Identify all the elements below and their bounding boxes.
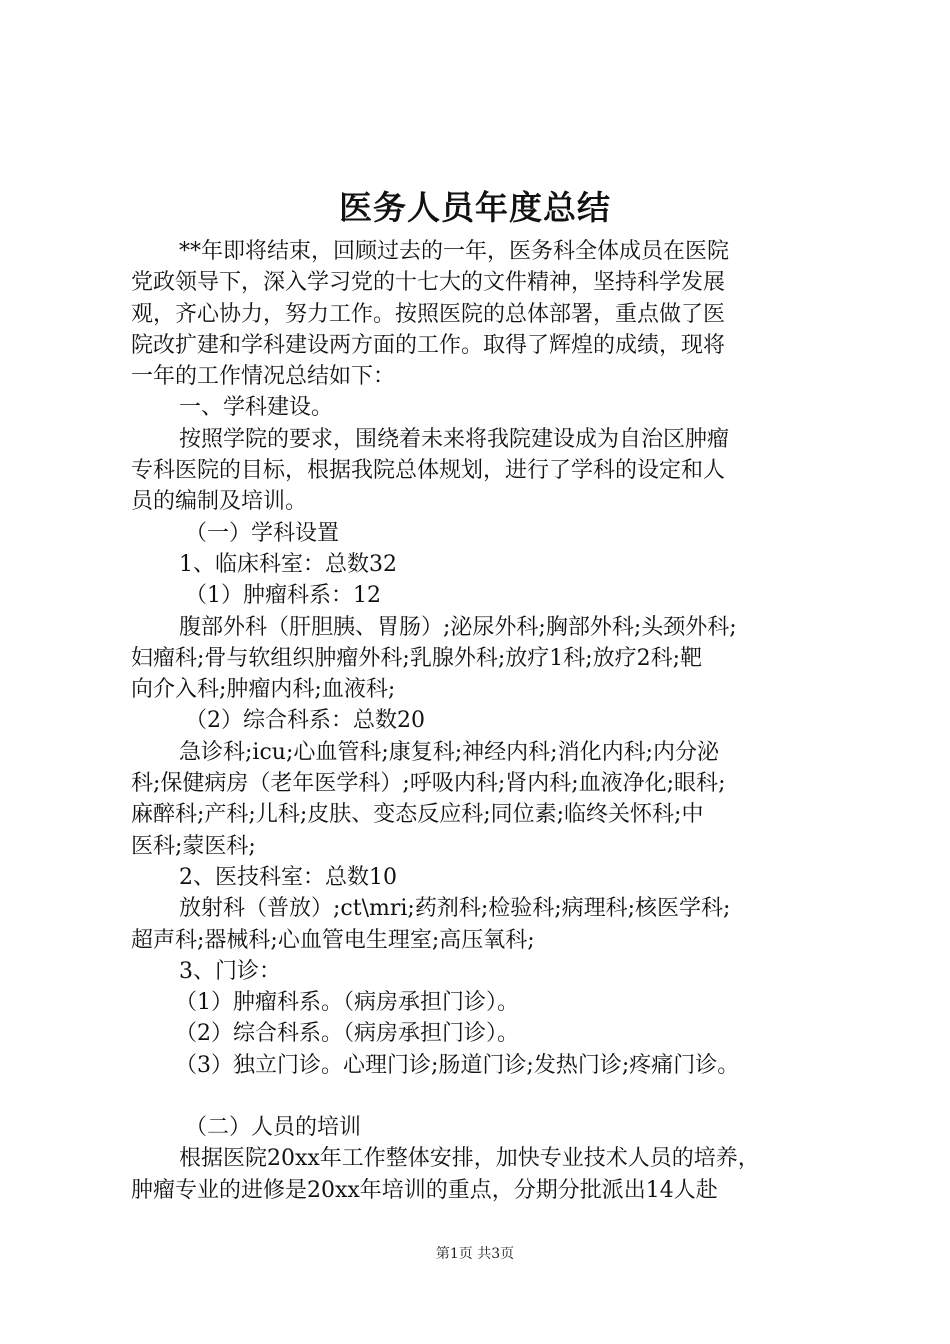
paragraph-line: 员的编制及培训。 xyxy=(131,489,308,515)
paragraph-line: 医科;蒙医科; xyxy=(131,833,256,859)
paragraph-line: 向介入科;肿瘤内科;血液科; xyxy=(131,677,396,703)
paragraph-line: 麻醉科;产科;儿科;皮肤、变态反应科;同位素;临终关怀科;中 xyxy=(131,802,704,828)
list-subheading: （1）肿瘤科系：12 xyxy=(185,583,381,609)
list-heading: 1、临床科室：总数32 xyxy=(179,551,397,577)
list-heading: 2、医技科室：总数10 xyxy=(179,864,397,890)
paragraph-line: 科;保健病房（老年医学科）;呼吸内科;肾内科;血液净化;眼科; xyxy=(131,771,726,797)
paragraph-line: 超声科;器械科;心血管电生理室;高压氧科; xyxy=(131,927,535,953)
paragraph-line: 党政领导下，深入学习党的十七大的文件精神，坚持科学发展 xyxy=(131,270,726,296)
subsection-heading: （一）学科设置 xyxy=(185,520,340,546)
paragraph-line: 腹部外科（肝胆胰、胃肠）;泌尿外科;胸部外科;头颈外科; xyxy=(179,614,737,640)
page-footer: 第1页 共3页 xyxy=(435,1246,515,1262)
list-heading: 3、门诊： xyxy=(179,958,281,984)
paragraph-line: **年即将结束，回顾过去的一年，医务科全体成员在医院 xyxy=(179,239,730,264)
list-subheading: （2）综合科系：总数20 xyxy=(185,708,425,734)
paragraph-line: 院改扩建和学科建设两方面的工作。取得了辉煌的成绩，现将 xyxy=(131,332,726,358)
subsection-heading: （二）人员的培训 xyxy=(185,1115,362,1141)
list-item: （1）肿瘤科系。（病房承担门诊）。 xyxy=(175,990,519,1016)
paragraph-line: 妇瘤科;骨与软组织肿瘤外科;乳腺外科;放疗1科;放疗2科;靶 xyxy=(131,645,703,671)
paragraph-line: 专科医院的目标，根据我院总体规划，进行了学科的设定和人 xyxy=(131,458,726,484)
document-body xyxy=(131,236,841,1206)
list-item: （3）独立门诊。心理门诊;肠道门诊;发热门诊;疼痛门诊。 xyxy=(175,1052,740,1078)
paragraph-line: 急诊科;icu;心血管科;康复科;神经内科;消化内科;内分泌 xyxy=(179,739,720,765)
paragraph-line: 观，齐心协力，努力工作。按照医院的总体部署，重点做了医 xyxy=(131,301,726,327)
paragraph-line: 一年的工作情况总结如下： xyxy=(131,364,396,390)
paragraph-line: 肿瘤专业的进修是20xx年培训的重点，分期分批派出14人赴 xyxy=(131,1177,718,1203)
paragraph-line: 放射科（普放）;ct\mri;药剂科;检验科;病理科;核医学科; xyxy=(179,896,731,922)
paragraph-line: 按照学院的要求，围绕着未来将我院建设成为自治区肿瘤 xyxy=(179,426,730,452)
list-item: （2）综合科系。（病房承担门诊）。 xyxy=(175,1021,519,1047)
section-heading: 一、学科建设。 xyxy=(179,395,334,421)
paragraph-line: 根据医院20xx年工作整体安排，加快专业技术人员的培养， xyxy=(179,1146,760,1172)
paragraph-gap xyxy=(131,1081,841,1112)
document-title: 医务人员年度总结 xyxy=(339,188,611,227)
